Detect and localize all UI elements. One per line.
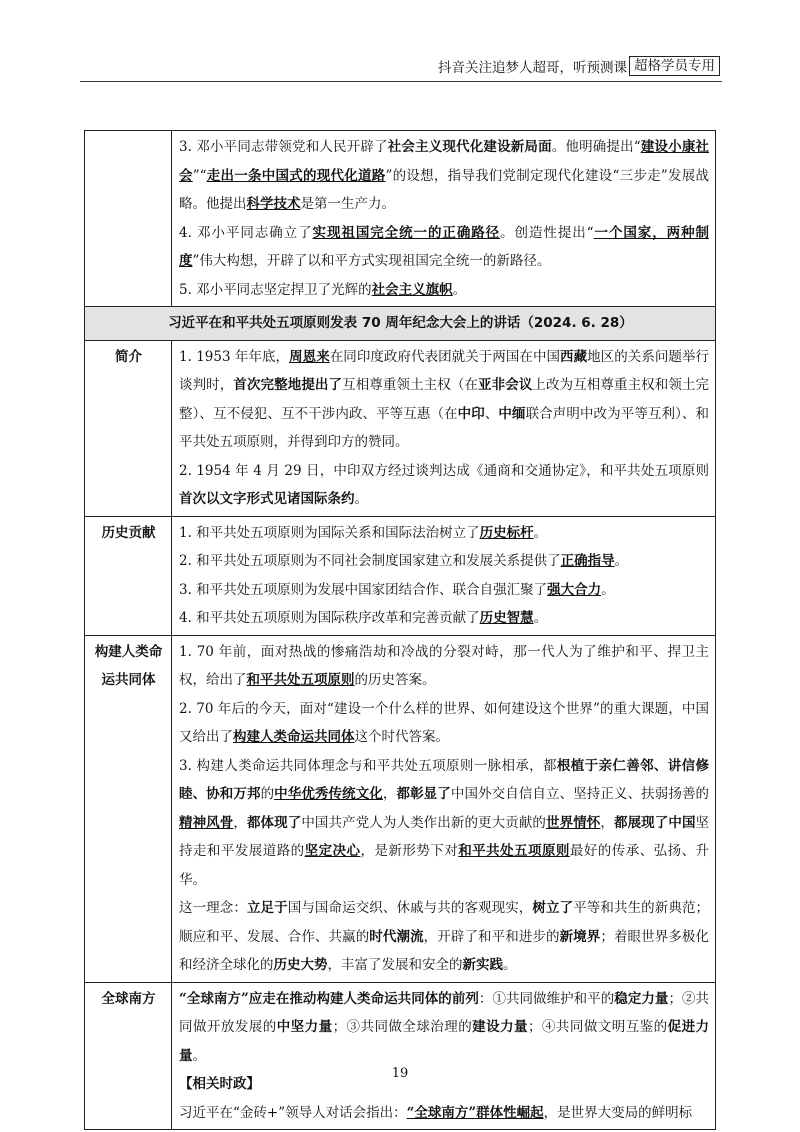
paragraph — [179, 519, 709, 548]
text-run: 3. 和平共处五项原则为发展中国家团结合作、联合自强汇聚了 — [179, 581, 548, 598]
paragraph — [179, 219, 709, 276]
text-run: 的 — [260, 786, 275, 802]
paragraph — [179, 894, 709, 980]
header-text: 抖音关注追梦人超哥，听预测课 — [438, 60, 627, 76]
text-run: 2. 和平共处五项原则为不同社会制度国家建立和发展关系提供了 — [179, 553, 561, 569]
row-label: 全球南方 — [85, 982, 172, 1130]
section-title-row — [85, 307, 716, 341]
text-run: 。他明确提出“ — [551, 139, 641, 155]
text-run: ”伟大构想，开辟了以和平方式实现祖国完全统一的新路径。 — [192, 253, 551, 269]
key-term: 建设小康社会 — [179, 139, 710, 184]
paragraph — [179, 133, 709, 219]
table-row — [85, 516, 716, 635]
bold-text: 树立了 — [532, 900, 574, 916]
paragraph — [179, 985, 709, 1071]
text-run: ， — [600, 814, 614, 831]
paragraph — [179, 638, 709, 695]
continuation-label-cell — [85, 131, 172, 307]
text-run: 联合声明中改为平等互利）、和平共处五项原则，并得到印方的赞同。 — [179, 405, 710, 450]
text-run: 是第一生产力。 — [300, 196, 395, 212]
key-term: 强大合力 — [547, 581, 602, 598]
text-run: 。 — [452, 281, 467, 298]
key-term: 世界情怀 — [546, 814, 601, 831]
paragraph — [179, 343, 709, 457]
paragraph — [179, 604, 709, 633]
bold-text: 【相关时政】 — [179, 1076, 260, 1092]
text-run: 。 — [614, 553, 629, 569]
paragraph — [179, 695, 709, 752]
header-divider — [80, 81, 722, 82]
text-run: 上改为互相尊重主权和领土完整）、互不侵犯、互不干涉内政、平等互惠（在 — [179, 377, 710, 422]
bold-text: 根植于亲仁善邻、讲信修睦、协和万邦 — [179, 757, 710, 802]
row-content — [172, 340, 716, 516]
key-term: 一个国家，两种制度 — [179, 224, 710, 269]
text-run: ， — [233, 814, 247, 831]
bold-text: 立足于 — [246, 900, 288, 916]
bold-text: 促进力量 — [179, 1019, 710, 1064]
text-run: 1. 70 年前，面对热战的惨痛浩劫和冷战的分裂对峙，那一代人为了维护和平、捍卫主权，给出了 — [179, 643, 709, 688]
key-term: 科学技术 — [246, 196, 301, 212]
text-run: 3. 邓小平同志带领党和人民开辟了 — [179, 139, 388, 155]
text-run: 中国外交自信自立、坚持正义、扶弱扬善的 — [450, 786, 710, 802]
table-row — [85, 635, 716, 982]
text-run: 5. 邓小平同志坚定捍卫了光辉的 — [179, 281, 372, 298]
bold-text: 新实践 — [462, 957, 503, 973]
text-run: 1. 和平共处五项原则为国际关系和国际法治树立了 — [179, 524, 480, 541]
key-term: 走出一条中国式的现代化道路 — [206, 167, 386, 184]
text-run: 。 — [533, 610, 548, 626]
bold-text: 西藏 — [560, 348, 588, 365]
text-run: 这个时代答案。 — [354, 729, 449, 745]
text-run: ：①共同做维护和平的 — [478, 990, 615, 1007]
paragraph — [179, 276, 709, 305]
continuation-cell — [172, 131, 716, 307]
text-run: 。 — [354, 491, 368, 507]
bold-text: 都彰显了 — [396, 786, 451, 802]
bold-text: 社会主义现代化建设新局面 — [387, 139, 552, 155]
text-run: 中国共产党人为人类作出新的更大贡献的 — [301, 814, 547, 831]
key-term: 坚定决心 — [304, 843, 361, 859]
key-term: 和平共处五项原则 — [246, 672, 355, 688]
section-title: 习近平在和平共处五项原则发表 70 周年纪念大会上的讲话（2024. 6. 28） — [85, 307, 716, 341]
row-label: 构建人类命运共同体 — [85, 635, 172, 982]
text-run: ；②共同做开放发展的 — [179, 990, 710, 1035]
text-run: ”“ — [192, 167, 207, 184]
text-run: ，是世界大变局的鲜明标 — [543, 1104, 693, 1121]
text-run: 2. 70 年后的今天，面对“建设一个什么样的世界、如何建设这个世界”的重大课题，中国又给出了 — [179, 700, 709, 745]
text-run: ；④共同做文明互鉴的 — [528, 1019, 668, 1035]
row-label: 历史贡献 — [85, 516, 172, 635]
text-run: 2. 1954 年 4 月 29 日，中印双方经过谈判达成《通商和交通协定》，和平共处五项原则 — [179, 462, 709, 479]
text-run: 坚持走和平发展道路的 — [179, 814, 710, 859]
paragraph — [179, 1099, 709, 1128]
text-run: 习近平在“金砖+”领导人对话会指出： — [179, 1104, 407, 1121]
content-table — [84, 130, 716, 1130]
text-run: 3. 构建人类命运共同体理念与和平共处五项原则一脉相承，都 — [179, 757, 557, 774]
text-run: 。 — [601, 581, 615, 598]
text-run: 的历史答案。 — [354, 672, 436, 688]
bold-text: 稳定力量 — [614, 990, 669, 1007]
bold-text: 时代潮流 — [369, 928, 424, 945]
text-run: ，丰富了发展和安全的 — [327, 957, 463, 973]
text-run: 。 — [533, 524, 548, 541]
key-term: “全球南方”群体性崛起 — [406, 1104, 544, 1121]
text-run: 4. 和平共处五项原则为国际秩序改革和完善贡献了 — [179, 610, 480, 626]
text-run: ，开辟了和平和进步的 — [423, 928, 560, 945]
text-run: 1. 1953 年年底， — [179, 348, 290, 365]
text-run: 。创造性提出“ — [500, 224, 594, 241]
key-term: 精神风骨 — [179, 814, 234, 831]
key-term: 社会主义旗帜 — [371, 281, 453, 298]
paragraph — [179, 752, 709, 895]
bold-text: 都展现了中国 — [613, 814, 696, 831]
bold-text: 中印 — [457, 405, 485, 422]
text-run: 平等和共生的新典范；顺应和平、发展、合作、共赢的 — [179, 900, 710, 945]
bold-text: 中缅 — [498, 405, 526, 422]
table-row — [85, 340, 716, 516]
text-run: 。 — [192, 1047, 206, 1064]
row-content — [172, 516, 716, 635]
text-run: ；着眼世界多极化和经济全球化的 — [179, 928, 710, 973]
row-label: 简介 — [85, 340, 172, 516]
row-content — [172, 635, 716, 982]
paragraph — [179, 457, 709, 514]
page-header — [438, 55, 720, 77]
bold-text: 历史大势 — [273, 957, 328, 973]
text-run: 4. 邓小平同志确立了 — [179, 224, 313, 241]
key-term: 中华优秀传统文化 — [274, 786, 383, 802]
table-row — [85, 982, 716, 1130]
bold-text: 首次完整地提出了 — [233, 377, 343, 393]
text-run: 。 — [503, 957, 517, 973]
bold-text: 建设力量 — [472, 1019, 529, 1035]
bold-text: “全球南方”应走在推动构建人类命运共同体的前列 — [179, 990, 479, 1007]
paragraph — [179, 547, 709, 576]
header-badge: 超格学员专用 — [629, 56, 720, 76]
key-term: 实现祖国完全统一的正确路径 — [312, 224, 501, 241]
paragraph — [179, 576, 709, 605]
bold-text: 都体现了 — [246, 814, 302, 831]
text-run: ， — [382, 786, 397, 802]
key-term: 周恩来 — [289, 348, 330, 365]
text-run: 在同印度政府代表团就关于两国在中国 — [329, 348, 561, 365]
page-number: 19 — [391, 1066, 409, 1081]
continuation-row — [85, 131, 716, 307]
text-run: 互相尊重领土主权（在 — [342, 377, 479, 393]
key-term: 构建人类命运共同体 — [233, 729, 355, 745]
bold-text: 中坚力量 — [276, 1019, 333, 1035]
text-run: 最好的传承、弘扬、升华。 — [179, 843, 710, 888]
key-term: 和平共处五项原则 — [458, 843, 570, 859]
key-term: 历史智慧 — [479, 610, 534, 626]
text-run: 、 — [484, 405, 499, 422]
key-term: 正确指导 — [560, 553, 615, 569]
text-run: ；③共同做全球治理的 — [332, 1019, 473, 1035]
bold-text: 首次以文字形式见诸国际条约 — [179, 491, 355, 507]
row-content — [172, 982, 716, 1130]
text-run: 国与国命运交织、休戚与共的客观现实， — [287, 900, 533, 916]
bold-text: 新境界 — [559, 928, 601, 945]
key-term: 历史标杆 — [479, 524, 534, 541]
text-run: 地区的关系问题举行谈判时， — [179, 348, 710, 393]
text-run: ”的设想，指导我们党制定现代化建设“三步走”发展战略。他提出 — [179, 167, 709, 212]
text-run: 这一理念： — [179, 900, 247, 916]
bold-text: 亚非会议 — [478, 377, 533, 393]
text-run: ，是新形势下对 — [360, 843, 459, 859]
